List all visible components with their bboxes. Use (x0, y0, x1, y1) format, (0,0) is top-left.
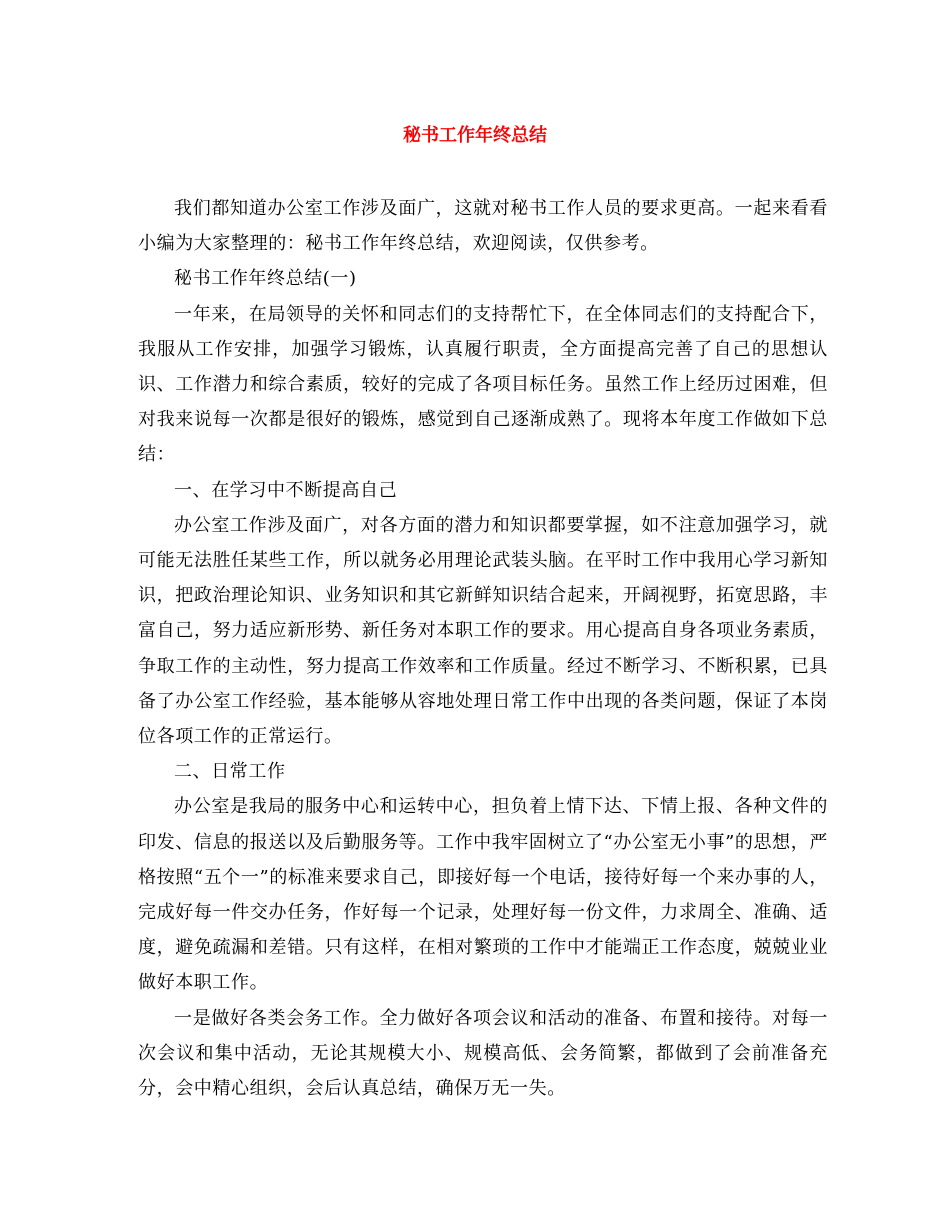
learning-paragraph: 办公室工作涉及面广，对各方面的潜力和知识都要掌握，如不注意加强学习，就可能无法胜任某些工作，所以就务必用理论武装头脑。在平时工作中我用心学习新知识，把政治理论知识、业务知识和其它新鲜知识结合起来，开阔视野，拓宽思路，丰富自己，努力适应新形势、新任务对本职工作的要求。用心提高自身各项业务素质，争取工作的主动性，努力提高工作效率和工作质量。经过不断学习、不断积累，已具备了办公室工作经验，基本能够从容地处理日常工作中出现的各类问题，保证了本岗位各项工作的正常运行。 (138, 514, 828, 748)
document-body (138, 191, 828, 1106)
intro-paragraph: 我们都知道办公室工作涉及面广，这就对秘书工作人员的要求更高。一起来看看小编为大家整理的：秘书工作年终总结，欢迎阅读，仅供参考。 (138, 198, 828, 255)
document-title: 秘书工作年终总结 (403, 125, 547, 146)
daily-work-paragraph: 办公室是我局的服务中心和运转中心，担负着上情下达、下情上报、各种文件的印发、信息的报送以及后勤服务等。工作中我牢固树立了“办公室无小事”的思想，严格按照“五个一”的标准来要求自己，即接好每一个电话，接待好每一个来办事的人，完成好每一件交办任务，作好每一个记录，处理好每一份文件，力求周全、准确、适度，避免疏漏和差错。只有这样，在相对繁琐的工作中才能端正工作态度，兢兢业业做好本职工作。 (138, 796, 828, 994)
overview-paragraph: 一年来，在局领导的关怀和同志们的支持帮忙下，在全体同志们的支持配合下，我服从工作安排，加强学习锻炼，认真履行职责，全方面提高完善了自己的思想认识、工作潜力和综合素质，较好的完成了各项目标任务。虽然工作上经历过困难，但对我来说每一次都是很好的锻炼，感觉到自己逐渐成熟了。现将本年度工作做如下总结： (138, 303, 828, 466)
section-heading-learning: 一、在学习中不断提高自己 (174, 479, 398, 501)
meeting-work-paragraph: 一是做好各类会务工作。全力做好各项会议和活动的准备、布置和接待。对每一次会议和集中活动，无论其规模大小、规模高低、会务简繁，都做到了会前准备充分，会中精心组织，会后认真总结，确保万无一失。 (138, 1007, 828, 1100)
section-heading-summary-one: 秘书工作年终总结(一) (174, 268, 357, 290)
section-heading-daily-work: 二、日常工作 (174, 761, 286, 783)
